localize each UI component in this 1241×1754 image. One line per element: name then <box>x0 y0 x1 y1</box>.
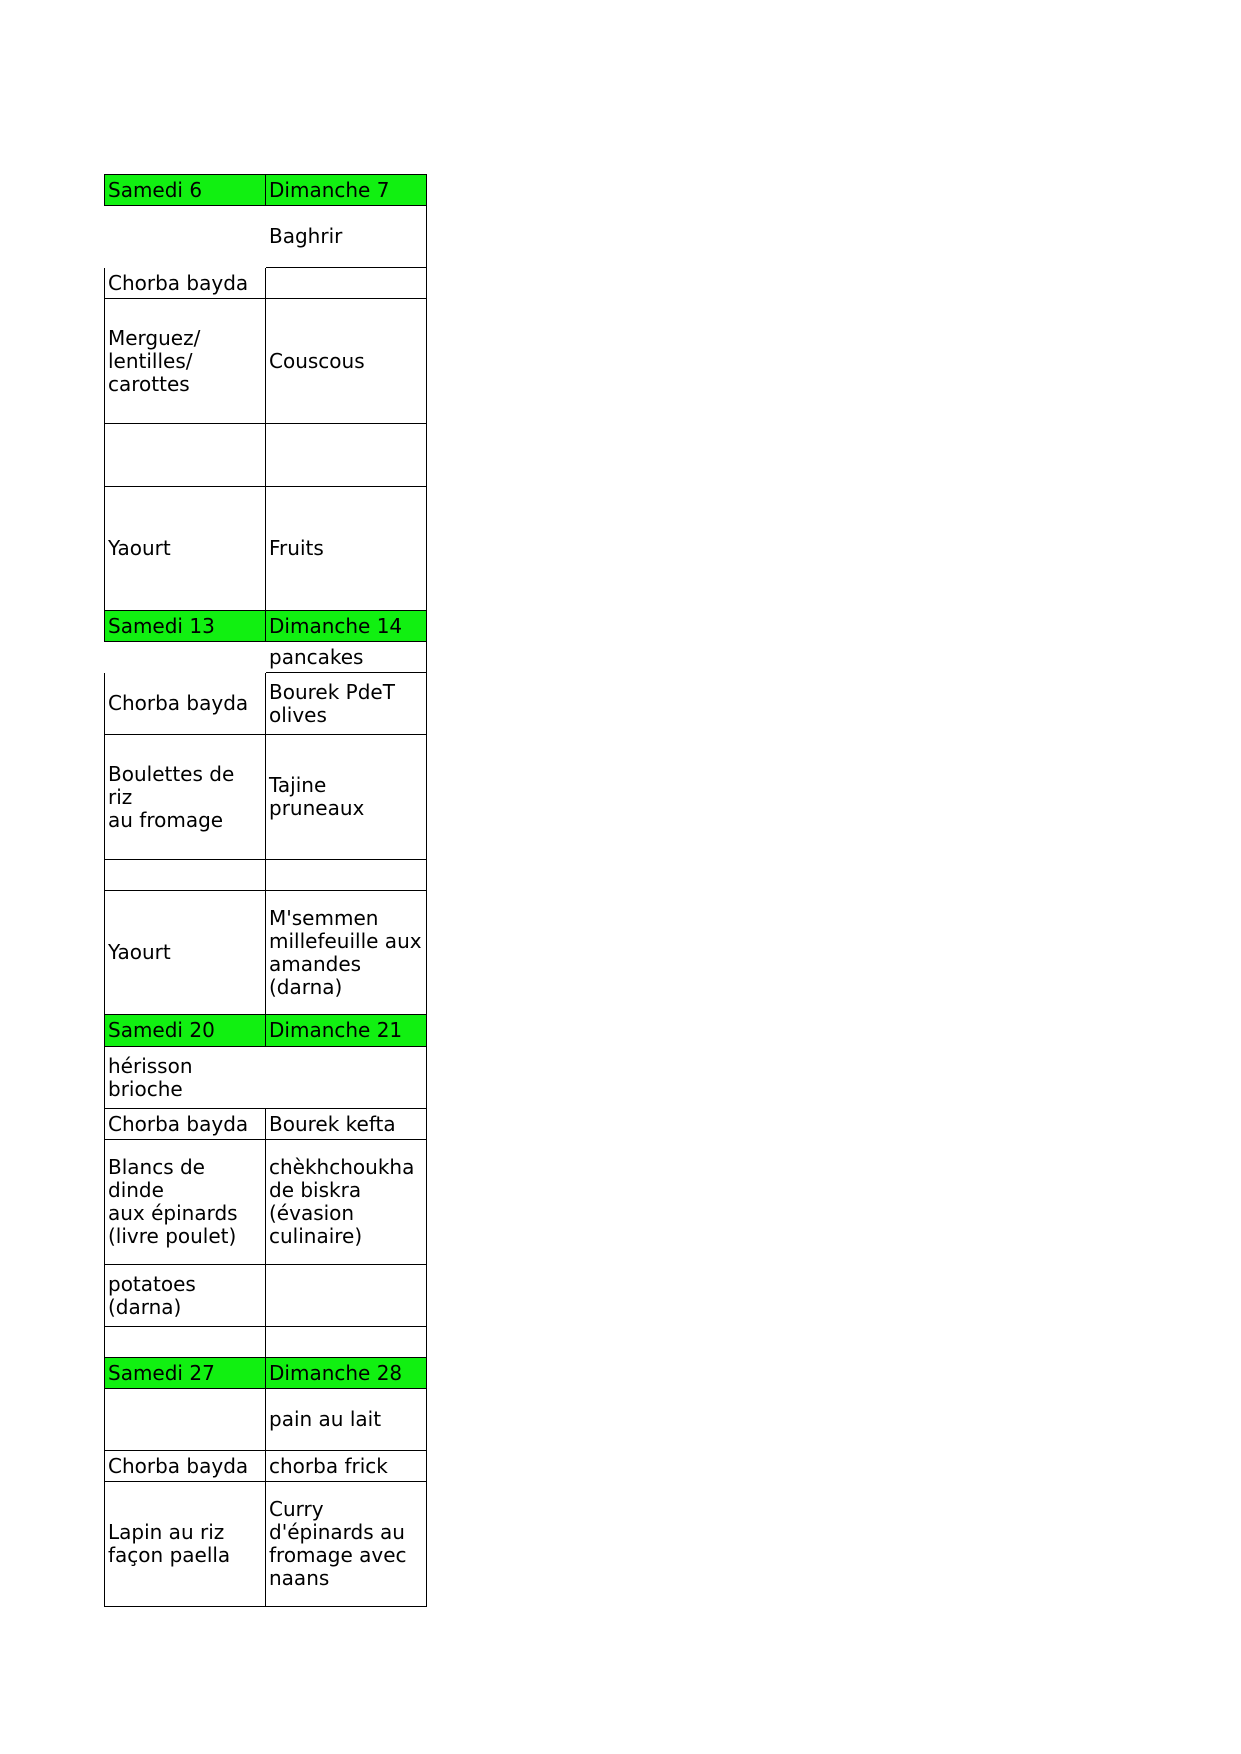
week-3-row-2 <box>105 1109 427 1140</box>
meal-cell[interactable] <box>266 1265 427 1327</box>
week-3-row-1 <box>105 1047 427 1109</box>
meal-cell[interactable]: Yaourt <box>105 487 266 611</box>
week-4-row-2 <box>105 1451 427 1482</box>
week-2-row-4 <box>105 860 427 891</box>
week-1-row-3 <box>105 299 427 424</box>
meal-cell[interactable]: Curry d'épinards au fromage avec naans <box>266 1482 427 1607</box>
meal-cell[interactable]: hérisson brioche <box>105 1047 427 1109</box>
meal-cell[interactable] <box>105 424 266 487</box>
meal-cell[interactable]: Lapin au riz façon paella <box>105 1482 266 1607</box>
week-1-row-2 <box>105 268 427 299</box>
meal-cell[interactable]: M'semmen millefeuille aux amandes (darna) <box>266 891 427 1015</box>
meal-cell[interactable]: Couscous <box>266 299 427 424</box>
meal-cell[interactable] <box>105 860 266 891</box>
meal-cell[interactable] <box>105 1389 266 1451</box>
week-1-row-5 <box>105 487 427 611</box>
meal-cell[interactable]: Chorba bayda <box>105 268 266 299</box>
meal-cell[interactable] <box>105 642 266 673</box>
meal-cell[interactable] <box>266 1327 427 1358</box>
meal-cell[interactable]: pancakes <box>266 642 427 673</box>
day-header-sunday[interactable]: Dimanche 28 <box>266 1358 427 1389</box>
week-2-row-3 <box>105 735 427 860</box>
week-1-header-row <box>105 175 427 206</box>
meal-cell[interactable]: Fruits <box>266 487 427 611</box>
week-3-row-5 <box>105 1327 427 1358</box>
meal-cell[interactable]: Chorba bayda <box>105 1109 266 1140</box>
meal-cell[interactable]: Merguez/ lentilles/ carottes <box>105 299 266 424</box>
meal-cell[interactable]: Bourek kefta <box>266 1109 427 1140</box>
meal-cell[interactable]: Chorba bayda <box>105 673 266 735</box>
day-header-saturday[interactable]: Samedi 27 <box>105 1358 266 1389</box>
meal-cell[interactable] <box>105 206 266 268</box>
week-3-header-row <box>105 1015 427 1047</box>
week-2-row-1 <box>105 642 427 673</box>
meal-cell[interactable]: Tajine pruneaux <box>266 735 427 860</box>
meal-cell[interactable] <box>266 860 427 891</box>
week-3-row-4 <box>105 1265 427 1327</box>
day-header-saturday[interactable]: Samedi 6 <box>105 175 266 206</box>
week-3-row-3 <box>105 1140 427 1265</box>
week-4-row-3 <box>105 1482 427 1607</box>
meal-cell[interactable]: Chorba bayda <box>105 1451 266 1482</box>
week-4-header-row <box>105 1358 427 1389</box>
week-2-row-5 <box>105 891 427 1015</box>
day-header-sunday[interactable]: Dimanche 7 <box>266 175 427 206</box>
meal-cell[interactable]: chorba frick <box>266 1451 427 1482</box>
week-1-row-4 <box>105 424 427 487</box>
meal-cell[interactable]: Yaourt <box>105 891 266 1015</box>
week-2-row-2 <box>105 673 427 735</box>
meal-cell[interactable] <box>105 1327 266 1358</box>
meal-cell[interactable] <box>266 268 427 299</box>
week-2-header-row <box>105 611 427 642</box>
meal-cell[interactable]: potatoes (darna) <box>105 1265 266 1327</box>
day-header-saturday[interactable]: Samedi 20 <box>105 1015 266 1047</box>
meal-cell[interactable]: Bourek PdeT olives <box>266 673 427 735</box>
day-header-sunday[interactable]: Dimanche 21 <box>266 1015 427 1047</box>
day-header-saturday[interactable]: Samedi 13 <box>105 611 266 642</box>
meal-cell[interactable] <box>266 424 427 487</box>
meal-plan-table <box>104 174 427 1607</box>
day-header-sunday[interactable]: Dimanche 14 <box>266 611 427 642</box>
meal-cell[interactable]: Boulettes de riz au fromage <box>105 735 266 860</box>
meal-cell[interactable]: Baghrir <box>266 206 427 268</box>
meal-cell[interactable]: chèkhchoukha de biskra (évasion culinaire) <box>266 1140 427 1265</box>
meal-cell[interactable]: Blancs de dinde aux épinards (livre poulet) <box>105 1140 266 1265</box>
meal-cell[interactable]: pain au lait <box>266 1389 427 1451</box>
week-1-row-1 <box>105 206 427 268</box>
week-4-row-1 <box>105 1389 427 1451</box>
